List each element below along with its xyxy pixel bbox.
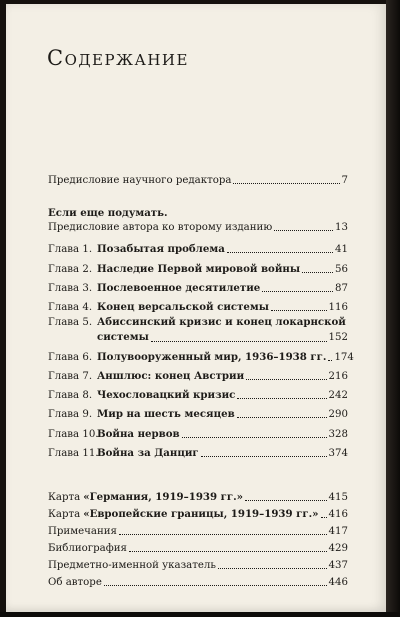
toc-page-number: 290 (328, 409, 348, 420)
toc-page-number: 416 (328, 509, 348, 520)
chapter-title: Война за Данциг (97, 447, 199, 459)
chapter-title: Наследие Первой мировой войны (97, 263, 301, 275)
toc-page-number: 174 (334, 352, 354, 363)
toc-page-number: 374 (328, 448, 348, 459)
leader-dots (262, 291, 333, 292)
toc-entry-map-borders (48, 508, 348, 521)
leader-dots (274, 230, 333, 231)
toc-entry-about-author (48, 576, 348, 589)
toc-entry-title: Предисловие научного редактора (48, 175, 232, 186)
chapter-title: Чехословацкий кризис (97, 389, 236, 401)
toc-entry-map-germany (48, 491, 348, 504)
chapter-number: Глава 8. (48, 390, 93, 401)
chapter-title: Конец версальской системы (97, 301, 269, 313)
chapter-title: Аншлюс: конец Австрии (97, 370, 245, 382)
chapter-number: Глава 10. (48, 429, 99, 440)
chapter-title: Война нервов (97, 428, 180, 440)
toc-entry-intro (48, 221, 348, 234)
toc-page-number: 417 (328, 526, 348, 537)
entry-prefix: Карта (48, 492, 81, 503)
toc-entry-chapter-10 (48, 428, 348, 441)
entry-title: Об авторе (48, 577, 102, 588)
toc-entry-title: Предисловие автора ко второму изданию (48, 222, 273, 233)
chapter-title: Полувооруженный мир, 1936–1938 гг. (97, 351, 327, 363)
toc-entry-bibliography (48, 542, 348, 555)
entry-title: «Европейские границы, 1919–1939 гг.» (83, 508, 319, 520)
toc-entry-chapter-11 (48, 447, 348, 460)
leader-dots (246, 379, 326, 380)
leader-dots (182, 437, 327, 438)
chapter-number: Глава 7. (48, 371, 93, 382)
toc-entry-chapter-7 (48, 370, 348, 383)
toc-entry-chapter-6 (48, 351, 354, 364)
toc-entry-chapter-3 (48, 282, 348, 295)
toc-page-number: 429 (328, 543, 348, 554)
leader-dots (151, 341, 327, 342)
chapter-number: Глава 4. (48, 302, 93, 313)
toc-entry-index (48, 559, 348, 572)
chapter-title: Послевоенное десятилетие (97, 282, 261, 294)
leader-dots (218, 568, 327, 569)
chapter-number: Глава 1. (48, 244, 93, 255)
toc-page-number: 152 (328, 332, 348, 343)
entry-title: Предметно-именной указатель (48, 560, 216, 571)
entry-prefix: Карта (48, 509, 81, 520)
toc-page-number: 216 (328, 371, 348, 382)
leader-dots (321, 517, 327, 518)
toc-entry-chapter-5 (48, 315, 348, 345)
leader-dots (302, 272, 333, 273)
book-spine-shadow (386, 0, 400, 617)
toc-entry-chapter-4 (48, 301, 348, 314)
chapter-title-line-2: системы (97, 331, 149, 343)
chapter-number: Глава 5. (48, 317, 93, 328)
section-title: Если еще подумать. (48, 207, 168, 219)
chapter-number: Глава 11. (48, 448, 99, 459)
toc-page-number: 56 (335, 264, 348, 275)
leader-dots (237, 398, 326, 399)
chapter-number: Глава 2. (48, 264, 93, 275)
page-heading: Содержание (47, 46, 189, 70)
toc-page-number: 87 (335, 283, 348, 294)
chapter-title: Позабытая проблема (97, 243, 225, 255)
toc-page-number: 41 (335, 244, 348, 255)
toc-entry-notes (48, 525, 348, 538)
entry-title: Примечания (48, 526, 117, 537)
toc-entry-preface (48, 174, 348, 187)
leader-dots (104, 585, 327, 586)
leader-dots (271, 310, 327, 311)
entry-title: «Германия, 1919–1939 гг.» (83, 491, 244, 503)
toc-page-number: 328 (328, 429, 348, 440)
leader-dots (119, 534, 327, 535)
toc-page-number: 7 (341, 175, 348, 186)
leader-dots (245, 500, 327, 501)
chapter-title-line-1: Абиссинский кризис и конец локарнской (97, 316, 346, 328)
page-bottom-edge (0, 612, 400, 617)
toc-page-number: 13 (335, 222, 348, 233)
leader-dots (233, 183, 339, 184)
leader-dots (227, 252, 333, 253)
chapter-number: Глава 6. (48, 352, 93, 363)
leader-dots (129, 551, 327, 552)
toc-page-number: 415 (328, 492, 348, 503)
leader-dots (237, 417, 327, 418)
chapter-title: Мир на шесть месяцев (97, 408, 235, 420)
toc-page-number: 437 (328, 560, 348, 571)
entry-title: Библиография (48, 543, 127, 554)
toc-entry-chapter-1 (48, 243, 348, 256)
toc-page-number: 242 (328, 390, 348, 401)
toc-entry-chapter-2 (48, 263, 348, 276)
toc-entry-chapter-9 (48, 408, 348, 421)
leader-dots (328, 360, 332, 361)
chapter-number: Глава 3. (48, 283, 93, 294)
leader-dots (201, 456, 327, 457)
chapter-number: Глава 9. (48, 409, 93, 420)
toc-page-number: 446 (328, 577, 348, 588)
toc-entry-chapter-8 (48, 389, 348, 402)
toc-page-number: 116 (328, 302, 348, 313)
